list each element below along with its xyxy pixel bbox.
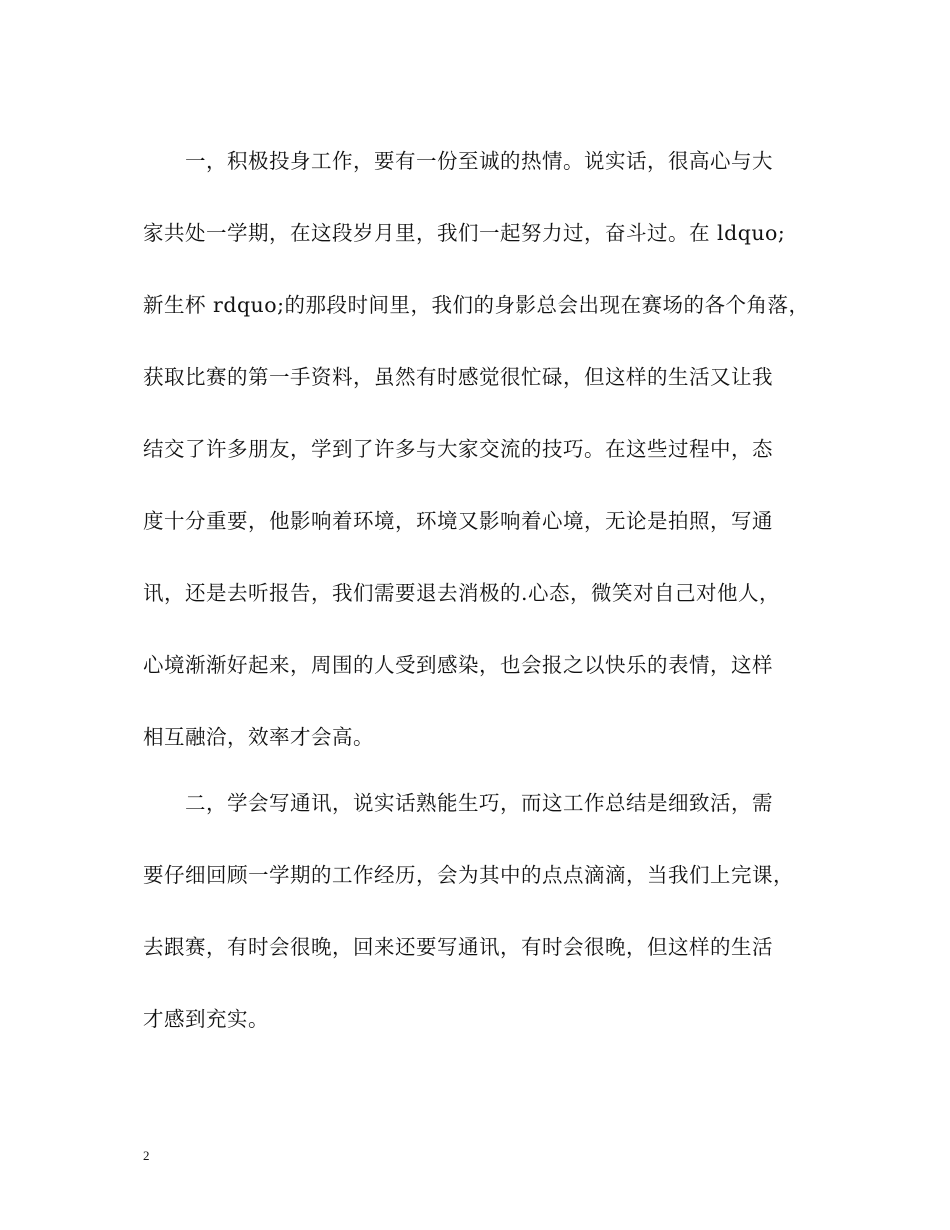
paragraph-1-line-2: 家共处一学期，在这段岁月里，我们一起努力过，奋斗过。在 ldquo; <box>143 221 786 245</box>
paragraph-2-line-1: 二，学会写通讯，说实话熟能生巧，而这工作总结是细致活，需 <box>185 791 773 815</box>
paragraph-1-line-3: 新生杯 rdquo;的那段时间里，我们的身影总会出现在赛场的各个角落， <box>143 293 810 317</box>
paragraph-1-line-8: 心境渐渐好起来，周围的人受到感染，也会报之以快乐的表情，这样 <box>143 653 773 677</box>
paragraph-2-line-3: 去跟赛，有时会很晚，回来还要写通讯，有时会很晚，但这样的生活 <box>143 935 773 959</box>
paragraph-2-line-4: 才感到充实。 <box>143 1007 269 1031</box>
paragraph-1-line-6: 度十分重要，他影响着环境，环境又影响着心境，无论是拍照，写通 <box>143 509 773 533</box>
page-number: 2 <box>143 1148 150 1163</box>
paragraph-1-line-5: 结交了许多朋友，学到了许多与大家交流的技巧。在这些过程中，态 <box>143 437 773 461</box>
paragraph-1-line-1: 一，积极投身工作，要有一份至诚的热情。说实话，很高心与大 <box>185 149 773 173</box>
paragraph-2-line-2: 要仔细回顾一学期的工作经历，会为其中的点点滴滴，当我们上完课， <box>143 863 794 887</box>
paragraph-1-line-7: 讯，还是去听报告，我们需要退去消极的.心态，微笑对自己对他人， <box>143 581 781 605</box>
paragraph-1-line-9: 相互融洽，效率才会高。 <box>143 725 374 749</box>
paragraph-1-line-4: 获取比赛的第一手资料，虽然有时感觉很忙碌，但这样的生活又让我 <box>143 365 773 389</box>
